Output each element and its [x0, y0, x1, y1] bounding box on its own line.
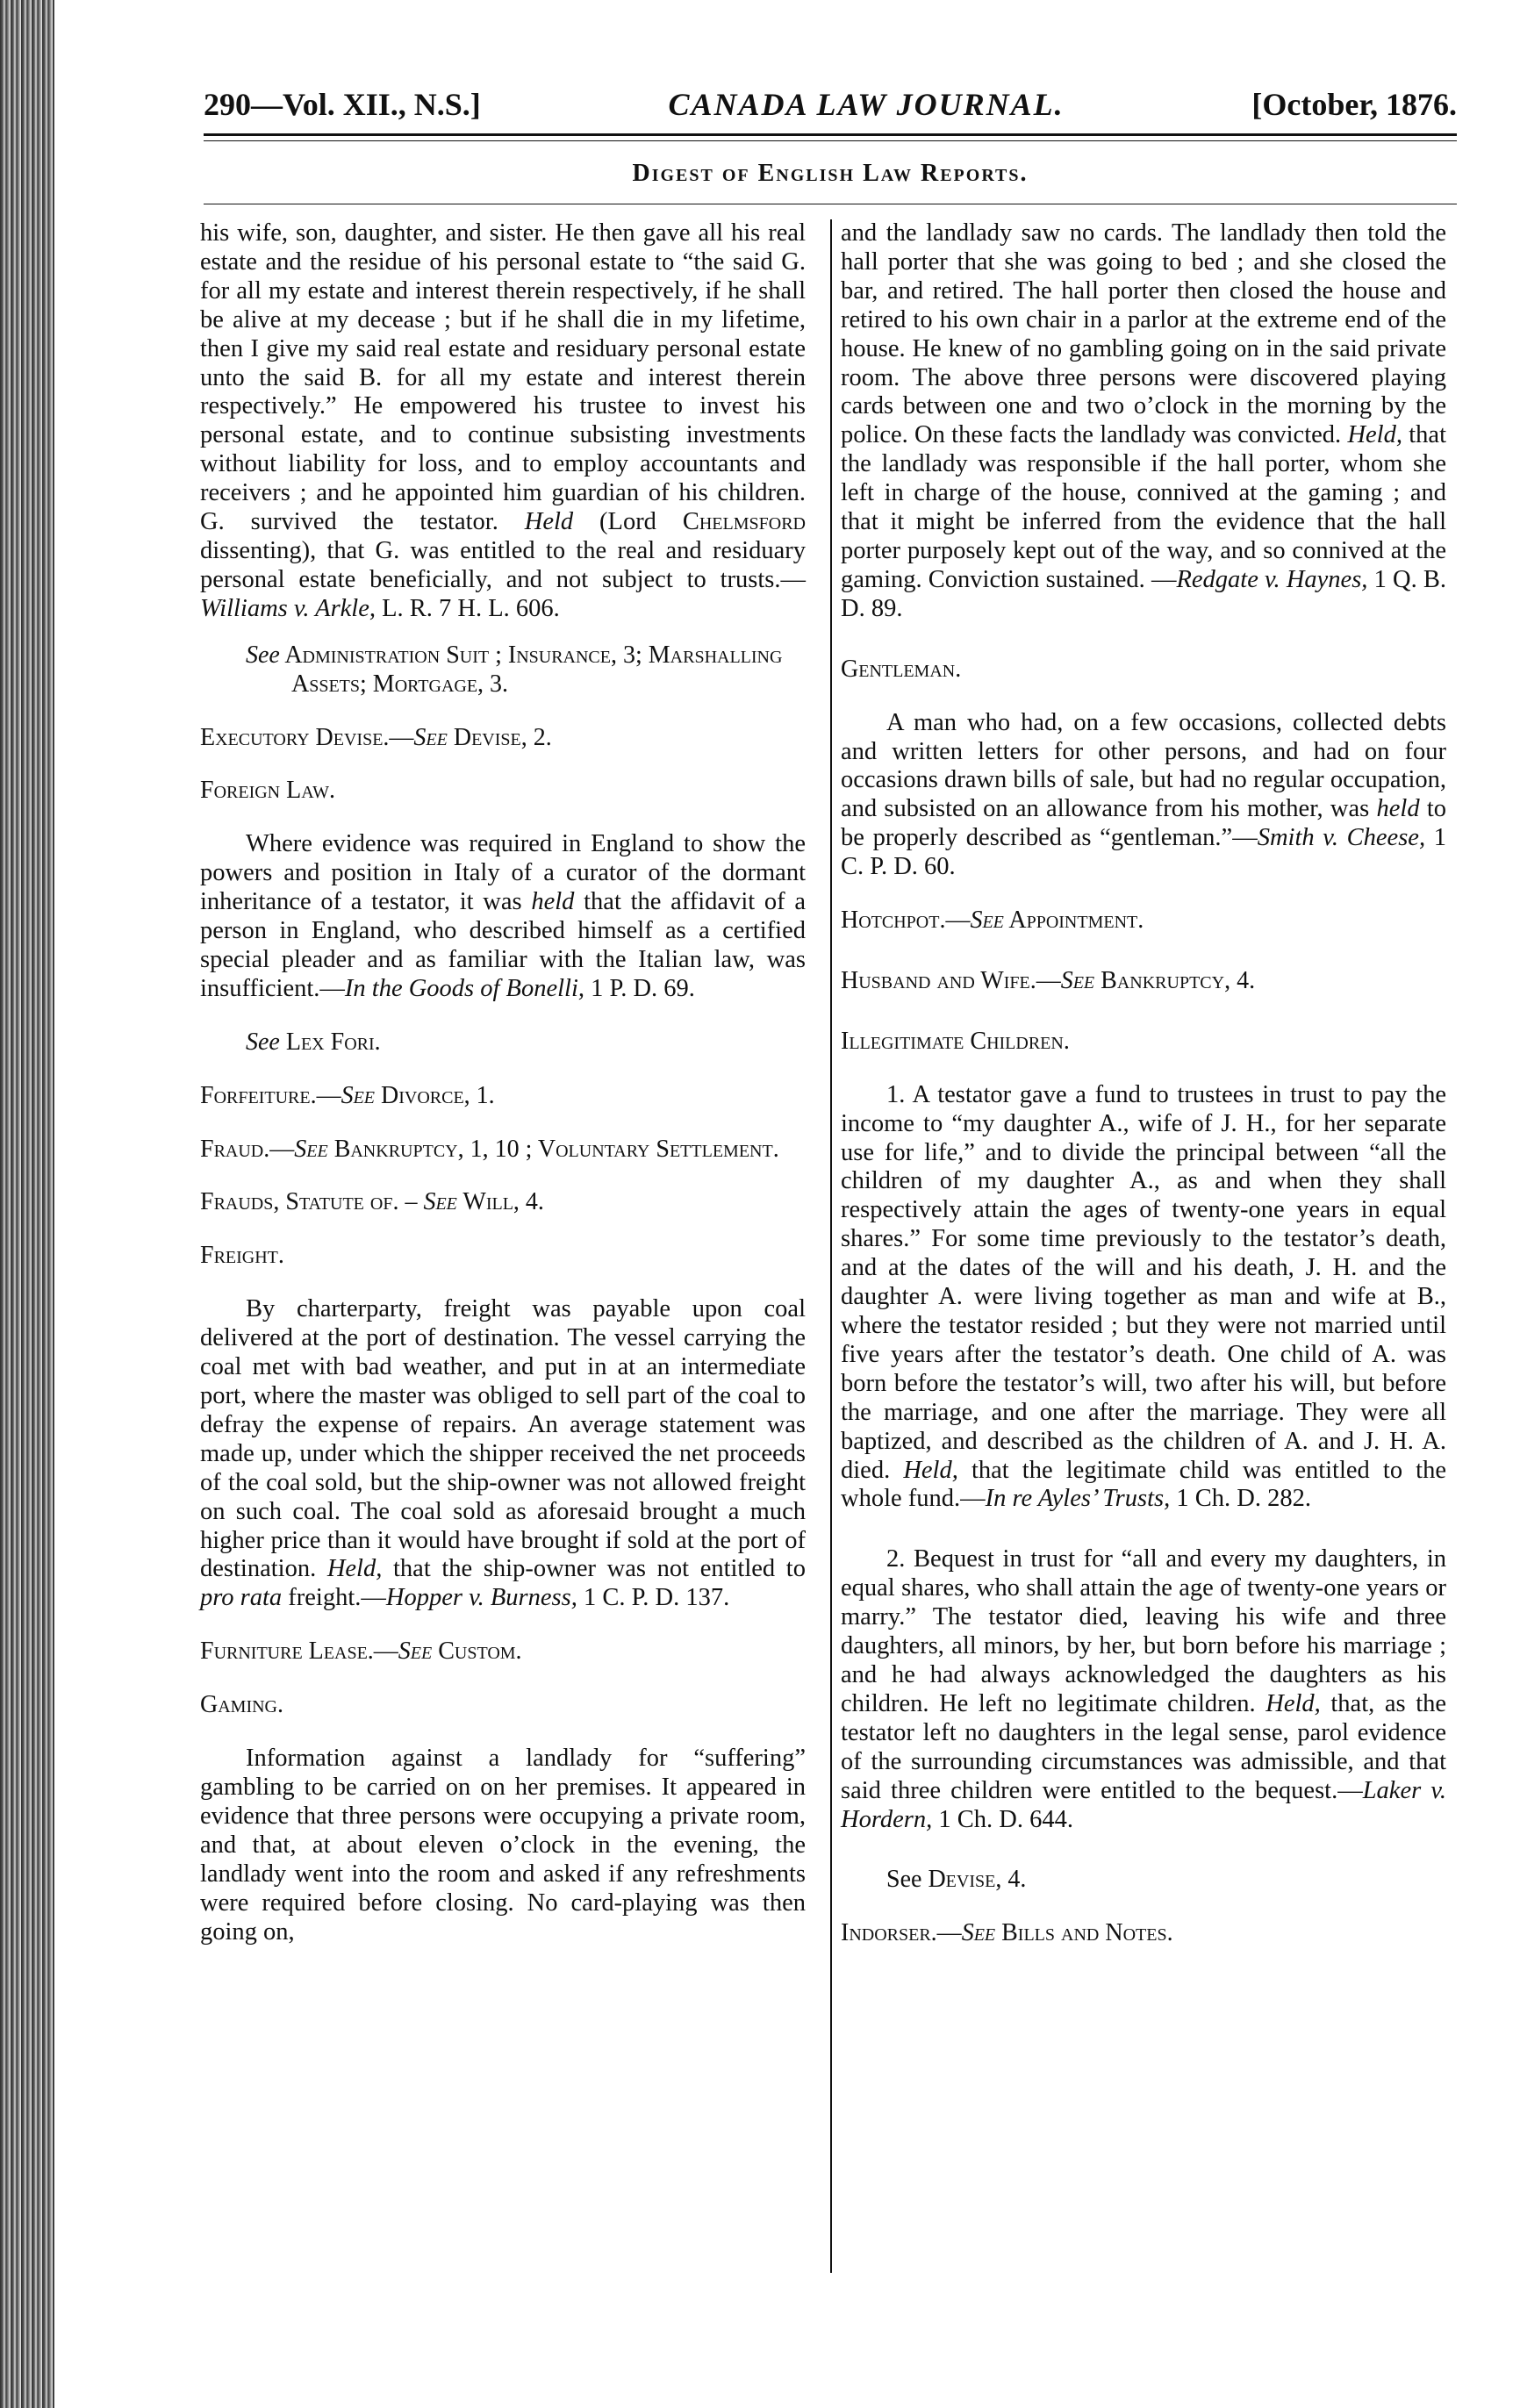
- section-title: Digest of English Law Reports.: [632, 160, 1029, 187]
- scanned-binding-edge: [0, 0, 54, 2408]
- paragraph-freight: By charterparty, freight was payable upon coal delivered at the port of destination. The vessel carrying the coal met with bad weather, and put in at an intermediate port, where the master was obliged to sell part of the coal to defray the expense of repairs. An average statement was made up, under which the shipper received the net proceeds of the coal sold, but the ship-owner was not allowed freight on such coal. The coal sold as aforesaid brought a much higher price than it would have brought if sold at the port of destination. Held, that the ship-owner was not entitled to pro rata freight.—Hopper v. Burness, 1 C. P. D. 137.: [200, 1295, 806, 1612]
- header-rule-thin: [204, 140, 1457, 141]
- header-volume: 290—Vol. XII., N.S.]: [204, 87, 481, 122]
- heading-forfeiture: Forfeiture.—See Divorce, 1.: [200, 1081, 495, 1109]
- heading-gentleman: Gentleman.: [841, 655, 962, 683]
- heading-husband-and-wife: Husband and Wife.—See Bankruptcy, 4.: [841, 966, 1256, 994]
- paragraph-gentleman: A man who had, on a few occasions, collected debts and written letters for other persons, and had on four occasions drawn bills of sale, but had no regular occupation, and subsisted on an allowance from his mother, was held to be properly described as “gentleman.”—Smith v. Cheese, 1 C. P. D. 60.: [841, 708, 1446, 881]
- right-column: [841, 219, 1446, 1948]
- heading-gaming: Gaming.: [200, 1691, 283, 1719]
- heading-hotchpot: Hotchpot.—See Appointment.: [841, 907, 1144, 935]
- heading-furniture-lease: Furniture Lease.—See Custom.: [200, 1638, 522, 1666]
- journal-title: CANADA LAW JOURNAL.: [668, 87, 1065, 122]
- paragraph-gaming-continued: and the landlady saw no cards. The landlady then told the hall porter that she was going to bed ; and she closed the bar, and retired. The hall porter then closed the house and retired to his own chair in a parlor at the extreme end of the house. He knew of no gambling going on in the said private room. The above three persons were discovered playing cards between one and two o’clock in the morning by the police. On these facts the landlady was convicted. Held, that the landlady was responsible if the hall porter, whom she left in charge of the house, connived at the gaming ; and that it might be inferred from the evidence that the hall porter purposely kept out of the way, and so connived at the gaming. Conviction sustained. —Redgate v. Haynes, 1 Q. B. D. 89.: [841, 219, 1447, 622]
- paragraph-foreign-law: Where evidence was required in England to show the powers and position in Italy of a curator of the dormant inheritance of a testator, it was held that the affidavit of a person in England, who described himself as a certified special pleader and as familiar with the Italian law, was insufficient.—In the Goods of Bonelli, 1 P. D. 69.: [200, 830, 806, 1002]
- see-lex-fori: See Lex Fori.: [246, 1028, 381, 1056]
- left-column: [200, 219, 806, 1946]
- heading-executory-devise: Executory Devise.—See Devise, 2.: [200, 723, 552, 751]
- heading-foreign-law: Foreign Law.: [200, 777, 335, 805]
- heading-illegitimate-children: Illegitimate Children.: [841, 1027, 1070, 1055]
- header-rule-thick: [204, 133, 1457, 136]
- paragraph-williams-arkle: his wife, son, daughter, and sister. He then gave all his real estate and the residue of his personal estate to “the said G. for all my estate and interest therein respectively, if he shall be alive at my decease ; but if he shall die in my lifetime, then I give my said real estate and residuary personal estate unto the said B. for all my estate and interest therein respectively.” He empowered his trustee to invest his personal estate, and to continue subsisting investments without liability for loss, and to employ accountants and receivers ; and he appointed him guardian of his children. G. survived the testator. Held (Lord Chelmsford dissenting), that G. was entitled to the real and residuary personal estate beneficially, and not subject to trusts.—Williams v. Arkle, L. R. 7 H. L. 606.: [200, 219, 806, 622]
- paragraph-gaming: Information against a landlady for “suffering” gambling to be carried on on her premises. It appeared in evidence that three persons were occupying a private room, and that, at about eleven o’clock in the evening, the landlady went into the room and asked if any refreshments were required before closing. No card-playing was then going on,: [200, 1745, 806, 1946]
- see-devise: See Devise, 4.: [886, 1866, 1027, 1894]
- see-also-administration: See Administration Suit ; Insurance, 3; Marshalling Assets; Mortgage, 3.: [246, 641, 783, 698]
- paragraph-illegitimate-2: 2. Bequest in trust for “all and every my daughters, in equal shares, who shall attain the age of twenty-one years or marry.” The testator died, leaving his wife and three daughters, all minors, by her, but born before his marriage ; and he had always acknowledged the daughters as his children. He left no legitimate children. Held, that, as the testator left no daughters in the legal sense, parol evidence of the surrounding circumstances was admissible, and that said three children were entitled to the bequest.—Laker v. Hordern, 1 Ch. D. 644.: [841, 1545, 1447, 1833]
- paragraph-illegitimate-1: 1. A testator gave a fund to trustees in trust to pay the income to “my daughter A., wife of J. H., for her separate use for life,” and to divide the principal between “all the children of my daughter A., as and when they shall respectively attain the ages of twenty-one years in equal shares.” For some time previously to the testator’s death, and at the dates of the will and his death, J. H. and the daughter A. were living together as man and wife at B., where the testator resided ; but they were not married until five years after the testator’s death. One child of A. was born before the testator’s will, two after his will, but before the marriage, and one after the marriage. They were all baptized, and described as the children of A. and J. H. A. died. Held, that the legitimate child was entitled to the whole fund.—In re Ayles’ Trusts, 1 Ch. D. 282.: [841, 1080, 1446, 1513]
- column-divider: [830, 219, 832, 2273]
- heading-fraud: Fraud.—See Bankruptcy, 1, 10 ; Voluntary Settlement.: [200, 1135, 779, 1163]
- page-header: [204, 86, 1457, 132]
- heading-frauds-statute: Frauds, Statute of. – See Will, 4.: [200, 1188, 544, 1216]
- heading-freight: Freight.: [200, 1242, 284, 1270]
- heading-indorser: Indorser.—See Bills and Notes.: [841, 1919, 1173, 1947]
- header-date: [October, 1876.: [1251, 87, 1457, 122]
